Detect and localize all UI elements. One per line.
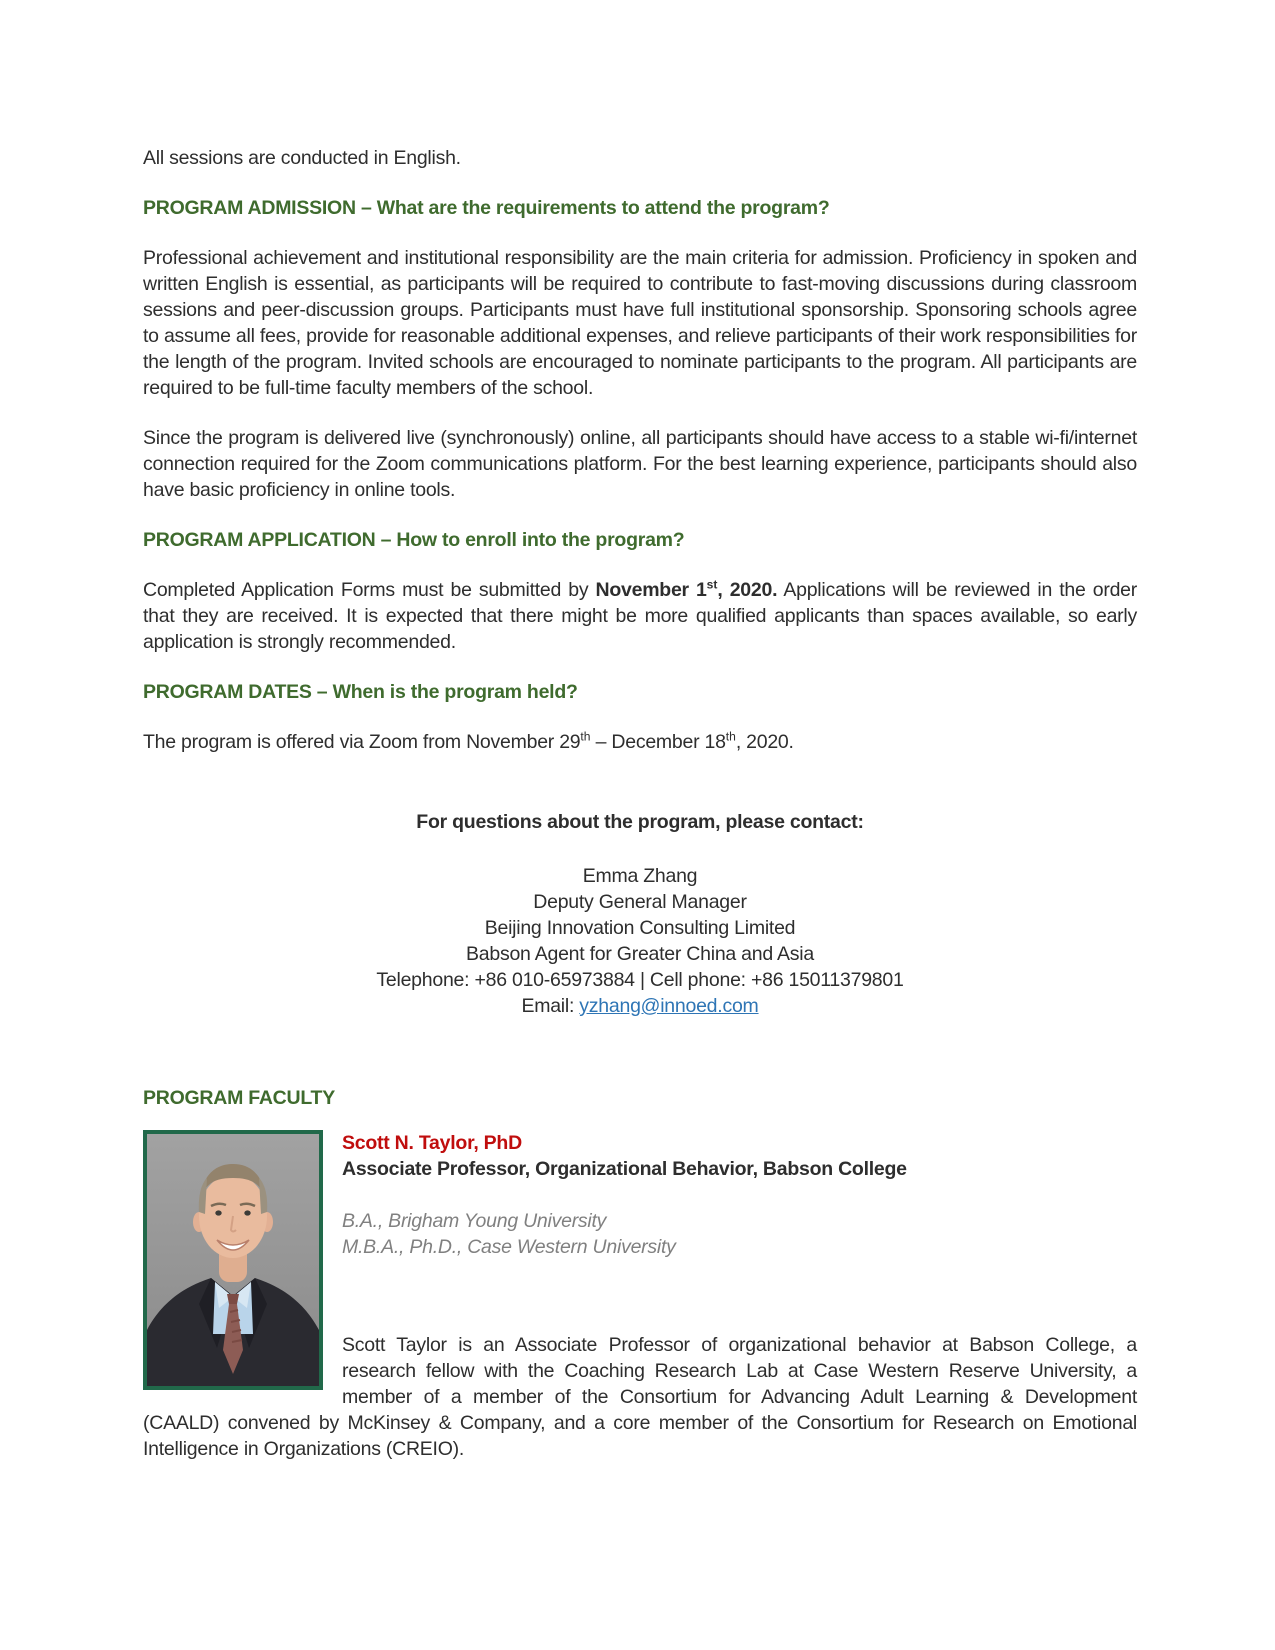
faculty-heading: PROGRAM FACULTY	[143, 1087, 335, 1109]
admission-heading: PROGRAM ADMISSION – What are the requirements to attend the program?	[143, 197, 830, 219]
dates-mid: – December 18	[590, 731, 726, 753]
application-heading: PROGRAM APPLICATION – How to enroll into the program?	[143, 529, 685, 551]
contact-name: Emma Zhang	[582, 865, 698, 887]
contact-email-line	[143, 993, 1137, 1019]
deadline-year: , 2020.	[717, 579, 778, 601]
headshot-portrait-image	[147, 1134, 319, 1386]
dates-line	[143, 729, 1137, 755]
intro-text: All sessions are conducted in English.	[143, 147, 461, 169]
contact-company: Beijing Innovation Consulting Limited	[484, 917, 796, 939]
dates-end: , 2020.	[735, 731, 794, 753]
faculty-credential-1: B.A., Brigham Young University	[342, 1210, 607, 1232]
faculty-credential-2: M.B.A., Ph.D., Case Western University	[342, 1236, 676, 1258]
application-lead: Completed Application Forms must be submitted by	[143, 579, 596, 601]
deadline-ordinal: st	[706, 577, 718, 592]
contact-role: Babson Agent for Greater China and Asia	[466, 943, 814, 965]
contact-block	[143, 863, 1137, 1019]
email-link[interactable]: yzhang@innoed.com	[579, 995, 759, 1017]
dates-start: The program is offered via Zoom from November 29	[143, 731, 581, 753]
application-rest: Applications will be reviewed in the order that they are received. It is expected that there might be more qualified applicants than spaces available, so early application is strongly recommended.	[143, 579, 1138, 653]
faculty-photo	[143, 1130, 323, 1390]
dates-ordinal-2: th	[725, 729, 736, 744]
contact-title: Deputy General Manager	[533, 891, 747, 913]
application-paragraph	[143, 577, 1137, 655]
deadline-date: November 1	[595, 579, 707, 601]
contact-phones: Telephone: +86 010-65973884 | Cell phone: +86 15011379801	[376, 969, 904, 991]
email-label: Email:	[521, 995, 580, 1017]
admission-paragraph-1: Professional achievement and institutional responsibility are the main criteria for admission. Proficiency in spoken and written English is essential, as participants will be required to contribute to fast-moving discussions during classroom sessions and peer-discussion groups. Participants must have full institutional sponsorship. Sponsoring schools agree to assume all fees, provide for reasonable additional expenses, and relieve participants of their work responsibilities for the length of the program. Invited schools are encouraged to nominate participants to the program. All participants are required to be full-time faculty members of the school.	[143, 247, 1137, 399]
dates-ordinal-1: th	[580, 729, 591, 744]
faculty-section	[143, 1130, 1137, 1462]
faculty-bio: Scott Taylor is an Associate Professor of organizational behavior at Babson College, a research fellow with the Coaching Research Lab at Case Western Reserve University, a member of a member of the Consortium for Advancing Adult Learning & Development (CAALD) convened by McKinsey & Company, and a core member of the Consortium for Research on Emotional Intelligence in Organizations (CREIO).	[143, 1334, 1137, 1460]
faculty-name: Scott N. Taylor, PhD	[342, 1132, 522, 1154]
contact-heading: For questions about the program, please contact:	[416, 811, 864, 833]
faculty-title: Associate Professor, Organizational Behavior, Babson College	[342, 1158, 907, 1180]
admission-paragraph-2: Since the program is delivered live (synchronously) online, all participants should have access to a stable wi-fi/internet connection required for the Zoom communications platform. For the best learning experience, participants should also have basic proficiency in online tools.	[143, 427, 1137, 501]
dates-heading: PROGRAM DATES – When is the program held?	[143, 681, 578, 703]
application-deadline	[596, 579, 778, 601]
